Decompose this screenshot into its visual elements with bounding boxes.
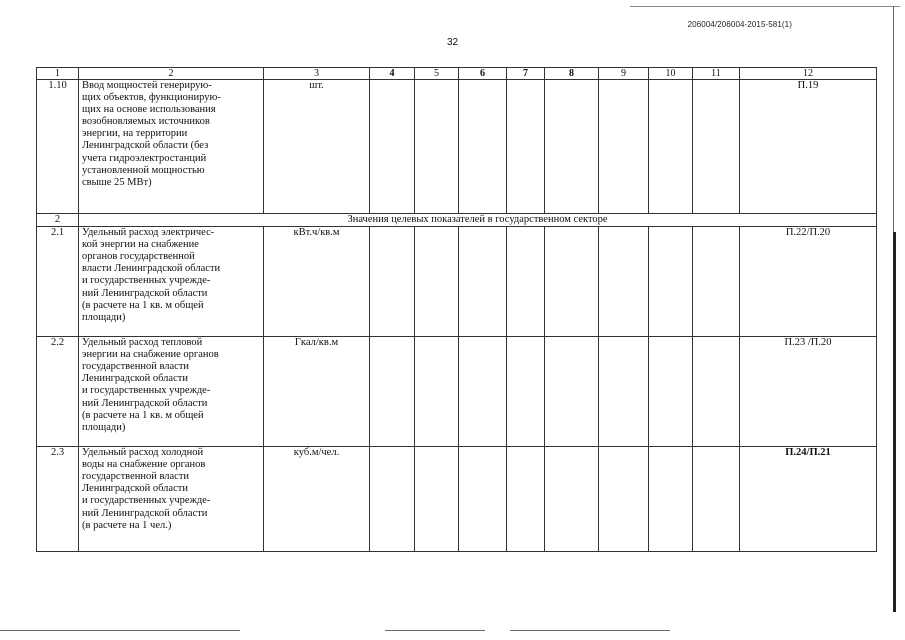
value-cell <box>599 337 649 447</box>
column-number: 3 <box>264 68 370 80</box>
indicator-name-line: площади) <box>82 311 126 323</box>
column-number: 8 <box>545 68 599 80</box>
scan-edge-bottom <box>385 630 485 631</box>
value-cell <box>649 447 693 552</box>
column-number: 11 <box>693 68 740 80</box>
indicator-name-line: площади) <box>82 421 126 433</box>
column-number: 6 <box>459 68 507 80</box>
row-number: 2.2 <box>37 337 79 447</box>
column-number: 9 <box>599 68 649 80</box>
indicator-name-line: и государственных учрежде- <box>82 275 211 287</box>
indicator-name-line: ний Ленинградской области <box>82 287 208 299</box>
indicator-name-line: учета гидроэлектростанций <box>82 152 207 164</box>
indicator-name-line: и государственных учрежде- <box>82 385 211 397</box>
indicator-name-line: энергии, на территории <box>82 128 188 140</box>
value-cell <box>415 447 459 552</box>
indicator-name-line: и государственных учрежде- <box>82 495 211 507</box>
indicator-name-line: воды на снабжение органов <box>82 459 206 471</box>
row-number: 1.10 <box>37 80 79 214</box>
value-cell <box>459 80 507 214</box>
scan-edge-bottom <box>0 630 240 631</box>
value-cell <box>599 447 649 552</box>
section-row <box>37 214 877 227</box>
row-number: 2.1 <box>37 227 79 337</box>
indicator-name-line: (в расчете на 1 кв. м общей <box>82 409 204 421</box>
scan-edge-right <box>893 232 896 612</box>
table-row <box>37 447 877 552</box>
indicator-name-line: Ленинградской области <box>82 373 188 385</box>
indicator-name-line: щих на основе использования <box>82 104 216 116</box>
value-cell <box>459 447 507 552</box>
indicator-name-line: энергии на снабжение органов <box>82 349 219 361</box>
unit-cell: Гкал/кв.м <box>264 337 370 447</box>
indicator-name-line: кой энергии на снабжение <box>82 239 199 251</box>
scan-edge-top <box>630 6 900 7</box>
source-cell: П.23 /П.20 <box>740 337 877 447</box>
value-cell <box>415 80 459 214</box>
value-cell <box>649 337 693 447</box>
indicator-name-line: ний Ленинградской области <box>82 397 208 409</box>
source-cell: П.19 <box>740 80 877 214</box>
value-cell <box>649 80 693 214</box>
value-cell <box>693 337 740 447</box>
document-code: 206004/206004-2015-581(1) <box>687 20 792 29</box>
indicator-name-line: Ленинградской области <box>82 483 188 495</box>
indicator-name-line: свыше 25 МВт) <box>82 176 152 188</box>
value-cell <box>545 447 599 552</box>
indicator-name-line: Ленинградской области (без <box>82 140 209 152</box>
unit-cell: шт. <box>264 80 370 214</box>
value-cell <box>649 227 693 337</box>
indicator-name-line: Удельный расход холодной <box>82 447 204 459</box>
value-cell <box>693 227 740 337</box>
table-row <box>37 337 877 447</box>
column-number: 10 <box>649 68 693 80</box>
value-cell <box>415 337 459 447</box>
value-cell <box>545 227 599 337</box>
value-cell <box>599 80 649 214</box>
value-cell <box>693 80 740 214</box>
value-cell <box>370 80 415 214</box>
indicator-name-line: щих объектов, функционирую- <box>82 92 221 104</box>
value-cell <box>459 337 507 447</box>
indicator-name <box>79 227 264 337</box>
value-cell <box>599 227 649 337</box>
page-number: 32 <box>446 37 459 48</box>
value-cell <box>545 80 599 214</box>
value-cell <box>507 80 545 214</box>
value-cell <box>459 227 507 337</box>
indicator-name-line: возобновляемых источников <box>82 116 210 128</box>
column-number: 5 <box>415 68 459 80</box>
indicator-name-line: (в расчете на 1 чел.) <box>82 519 172 531</box>
section-title: Значения целевых показателей в государственном секторе <box>79 214 877 227</box>
column-number: 1 <box>37 68 79 80</box>
indicator-name-line: государственной власти <box>82 471 190 483</box>
indicator-name <box>79 447 264 552</box>
value-cell <box>693 447 740 552</box>
scan-edge-bottom <box>510 630 670 631</box>
indicator-name-line: Ввод мощностей генерирую- <box>82 80 212 91</box>
column-number: 4 <box>370 68 415 80</box>
table-row <box>37 80 877 214</box>
source-cell: П.22/П.20 <box>740 227 877 337</box>
value-cell <box>370 227 415 337</box>
row-number: 2 <box>37 214 79 227</box>
indicator-name <box>79 80 264 214</box>
value-cell <box>507 447 545 552</box>
indicator-name-line: Удельный расход тепловой <box>82 337 203 349</box>
column-number: 12 <box>740 68 877 80</box>
value-cell <box>370 447 415 552</box>
table-row <box>37 227 877 337</box>
table-header-row <box>37 68 877 80</box>
indicator-name-line: (в расчете на 1 кв. м общей <box>82 299 204 311</box>
source-cell: П.24/П.21 <box>740 447 877 552</box>
value-cell <box>415 227 459 337</box>
value-cell <box>370 337 415 447</box>
indicator-name-line: установленной мощностью <box>82 164 205 176</box>
indicator-name-line: ний Ленинградской области <box>82 507 208 519</box>
indicator-name-line: государственной власти <box>82 361 190 373</box>
indicators-table <box>36 67 877 552</box>
indicator-name-line: власти Ленинградской области <box>82 263 221 275</box>
unit-cell: куб.м/чел. <box>264 447 370 552</box>
indicator-name <box>79 337 264 447</box>
column-number: 7 <box>507 68 545 80</box>
column-number: 2 <box>79 68 264 80</box>
unit-cell: кВт.ч/кв.м <box>264 227 370 337</box>
indicator-name-line: органов государственной <box>82 251 195 263</box>
value-cell <box>507 337 545 447</box>
value-cell <box>545 337 599 447</box>
value-cell <box>507 227 545 337</box>
indicator-name-line: Удельный расход электричес- <box>82 227 215 239</box>
row-number: 2.3 <box>37 447 79 552</box>
